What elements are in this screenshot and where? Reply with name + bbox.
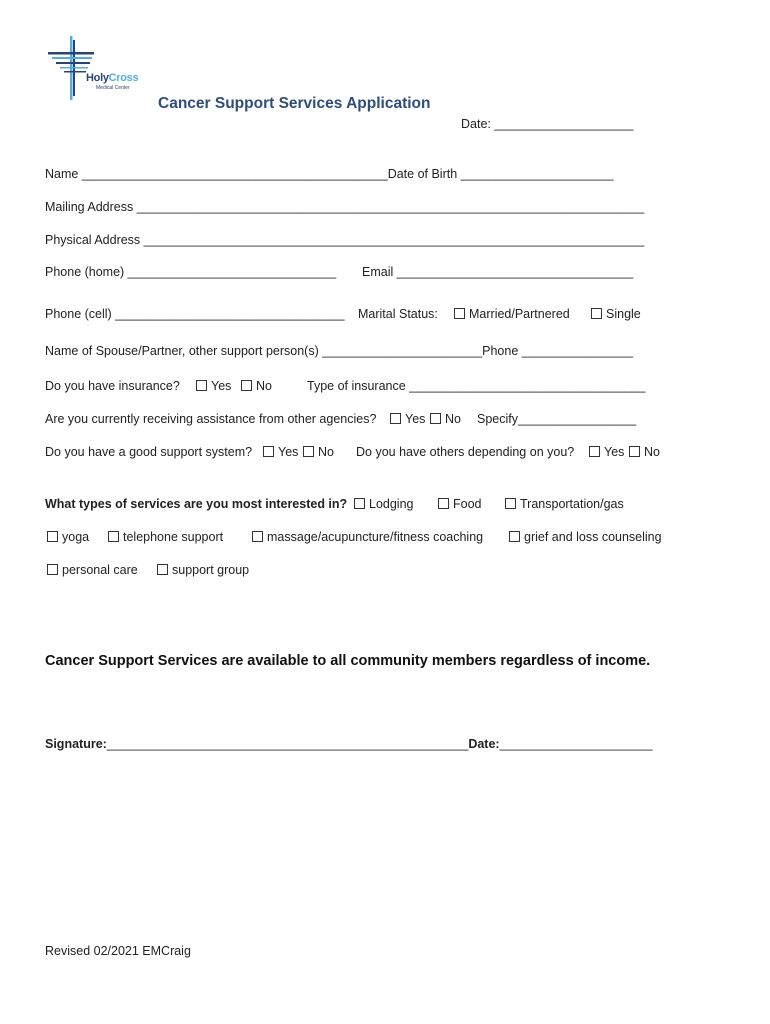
- yoga-label: yoga: [62, 530, 90, 544]
- dependents-yes-option[interactable]: [589, 445, 624, 459]
- physical-address-field[interactable]: Physical Address ________________________________________________________________________: [45, 233, 645, 247]
- support-no-option[interactable]: [303, 445, 334, 459]
- phone-home-field[interactable]: Phone (home) ______________________________: [45, 265, 337, 279]
- service-massage[interactable]: [252, 530, 483, 544]
- telephone-label: telephone support: [123, 530, 224, 544]
- signature-label: Signature:: [45, 737, 107, 751]
- date-field[interactable]: Date: ____________________: [461, 117, 634, 131]
- service-telephone[interactable]: [108, 530, 223, 544]
- phone-cell-field[interactable]: Phone (cell) _________________________________: [45, 307, 345, 321]
- agencies-yes-option[interactable]: [390, 412, 425, 426]
- support-group-label: support group: [172, 563, 250, 577]
- signature-row[interactable]: [45, 737, 653, 751]
- single-label: Single: [606, 307, 641, 321]
- telephone-checkbox[interactable]: [108, 531, 119, 542]
- insurance-type-field[interactable]: Type of insurance __________________________________: [307, 379, 646, 393]
- lodging-label: Lodging: [369, 497, 414, 511]
- support-no-checkbox[interactable]: [303, 446, 314, 457]
- service-food[interactable]: [438, 497, 482, 511]
- agencies-yes-checkbox[interactable]: [390, 413, 401, 424]
- signature-date-line[interactable]: ______________________: [499, 737, 653, 751]
- service-personal-care[interactable]: [47, 563, 138, 577]
- support-yes-checkbox[interactable]: [263, 446, 274, 457]
- service-grief[interactable]: [509, 530, 662, 544]
- insurance-yes-option[interactable]: [196, 379, 231, 393]
- insurance-no-label: No: [256, 379, 272, 393]
- marital-status-label: Marital Status:: [358, 307, 438, 321]
- agencies-yes-label: Yes: [405, 412, 426, 426]
- married-option[interactable]: [454, 307, 570, 321]
- logo-subtitle: Medical Center: [96, 85, 130, 91]
- service-lodging[interactable]: [354, 497, 414, 511]
- dependents-yes-checkbox[interactable]: [589, 446, 600, 457]
- agencies-no-option[interactable]: [430, 412, 461, 426]
- logo-name-cross: Cross: [108, 72, 139, 84]
- services-question: What types of services are you most interested in?: [45, 497, 348, 511]
- agencies-no-label: No: [445, 412, 461, 426]
- signature-line[interactable]: ____________________________________________________: [106, 737, 469, 751]
- service-yoga[interactable]: [47, 530, 89, 544]
- lodging-checkbox[interactable]: [354, 498, 365, 509]
- email-field[interactable]: Email __________________________________: [362, 265, 634, 279]
- insurance-yes-checkbox[interactable]: [196, 380, 207, 391]
- married-checkbox[interactable]: [454, 308, 465, 319]
- insurance-no-option[interactable]: [241, 379, 272, 393]
- support-yes-label: Yes: [278, 445, 299, 459]
- service-support-group[interactable]: [157, 563, 249, 577]
- dependents-no-checkbox[interactable]: [629, 446, 640, 457]
- massage-label: massage/acupuncture/fitness coaching: [267, 530, 484, 544]
- dependents-no-label: No: [644, 445, 660, 459]
- revision-footer: Revised 02/2021 EMCraig: [45, 944, 191, 958]
- dependents-no-option[interactable]: [629, 445, 660, 459]
- agencies-no-checkbox[interactable]: [430, 413, 441, 424]
- name-dob-field[interactable]: Name ____________________________________________Date of Birth ______________________: [45, 167, 614, 181]
- personal-care-checkbox[interactable]: [47, 564, 58, 575]
- transport-label: Transportation/gas: [520, 497, 624, 511]
- insurance-question: Do you have insurance?: [45, 379, 180, 393]
- single-checkbox[interactable]: [591, 308, 602, 319]
- personal-care-label: personal care: [62, 563, 138, 577]
- massage-checkbox[interactable]: [252, 531, 263, 542]
- agencies-question: Are you currently receiving assistance from other agencies?: [45, 412, 377, 426]
- grief-checkbox[interactable]: [509, 531, 520, 542]
- insurance-yes-label: Yes: [211, 379, 232, 393]
- support-group-checkbox[interactable]: [157, 564, 168, 575]
- logo-name-holy: Holy: [86, 72, 109, 84]
- grief-label: grief and loss counseling: [524, 530, 662, 544]
- mailing-address-field[interactable]: Mailing Address _________________________________________________________________________: [45, 200, 645, 214]
- dependents-question: Do you have others depending on you?: [356, 445, 575, 459]
- income-notice: Cancer Support Services are available to all community members regardless of income.: [45, 653, 651, 669]
- insurance-no-checkbox[interactable]: [241, 380, 252, 391]
- spouse-phone-field[interactable]: Name of Spouse/Partner, other support person(s) _______________________Phone ________________: [45, 344, 633, 358]
- support-yes-option[interactable]: [263, 445, 298, 459]
- food-label: Food: [453, 497, 482, 511]
- yoga-checkbox[interactable]: [47, 531, 58, 542]
- signature-date-label: Date:: [468, 737, 500, 751]
- support-system-question: Do you have a good support system?: [45, 445, 253, 459]
- food-checkbox[interactable]: [438, 498, 449, 509]
- support-no-label: No: [318, 445, 334, 459]
- page-title: Cancer Support Services Application: [158, 95, 431, 112]
- dependents-yes-label: Yes: [604, 445, 625, 459]
- specify-field[interactable]: Specify_________________: [477, 412, 637, 426]
- single-option[interactable]: [591, 307, 641, 321]
- holy-cross-logo: [46, 34, 146, 104]
- service-transport[interactable]: [505, 497, 624, 511]
- married-label: Married/Partnered: [469, 307, 570, 321]
- transport-checkbox[interactable]: [505, 498, 516, 509]
